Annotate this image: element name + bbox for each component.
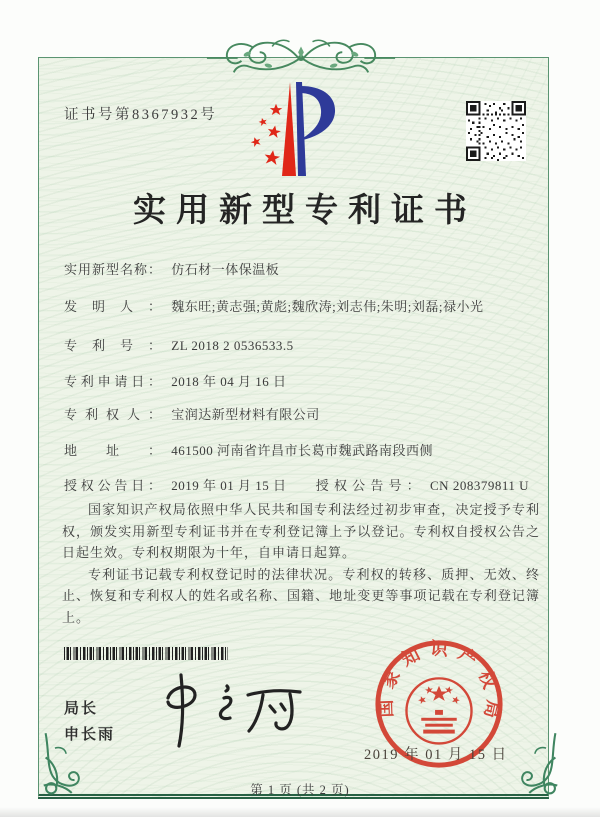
- barcode-icon: [64, 647, 228, 660]
- qr-code-icon: [466, 101, 526, 161]
- field-value: 2019 年 01 月 15 日: [171, 478, 287, 493]
- field-value: CN 208379811 U: [430, 478, 529, 493]
- field-patent-number: [64, 335, 294, 354]
- certificate-title: 实用新型专利证书: [133, 193, 477, 229]
- field-address: [64, 440, 433, 459]
- field-value: 魏东旺;黄志强;黄彪;魏欣涛;刘志伟;朱明;刘磊;禄小光: [171, 299, 484, 314]
- commissioner-name: 申长雨: [64, 727, 116, 743]
- field-label: 地址：: [64, 443, 161, 458]
- field-label: 授权公告日：: [64, 478, 161, 493]
- field-filing-date: [64, 371, 287, 390]
- field-value: ZL 2018 2 0536533.5: [171, 338, 294, 353]
- field-value: 宝润达新型材料有限公司: [171, 407, 320, 422]
- field-value: 2018 年 04 月 16 日: [171, 374, 287, 389]
- legal-paragraph-2: 专利证书记载专利权登记时的法律状况。专利权的转移、质押、无效、终止、恢复和专利权人的姓名或名称、国籍、地址变更等事项记载在专利登记簿上。: [62, 566, 540, 625]
- field-patentee: [64, 404, 320, 423]
- legal-text: [62, 499, 540, 628]
- certificate-number: 证书号第8367932号: [64, 107, 218, 123]
- seal-ring-text: 国家知识产权局: [375, 638, 504, 729]
- field-value: 461500 河南省许昌市长葛市魏武路南段西侧: [171, 443, 434, 458]
- issue-date: 2019 年 01 月 15 日: [364, 747, 508, 763]
- commissioner-title: 局长: [64, 701, 99, 717]
- field-utility-model-name: [64, 259, 279, 278]
- field-label: 授权公告号：: [315, 478, 420, 493]
- floral-flourish-top: [203, 33, 399, 81]
- legal-paragraph-1: 国家知识产权局依照中华人民共和国专利法经过初步审查，决定授予专利权，颁发实用新型专利证书并在专利登记簿上予以登记。专利权自授权公告之日起生效。专利权期限为十年，自申请日起算。: [62, 502, 540, 560]
- cnipa-logo-icon: [246, 80, 338, 182]
- field-inventors: [64, 296, 484, 315]
- field-value: 仿石材一体保温板: [171, 262, 280, 277]
- field-label: 专利申请日：: [64, 374, 161, 389]
- signature-icon: [132, 664, 310, 754]
- field-label: 专利号：: [64, 338, 161, 353]
- field-label: 专利权人：: [64, 407, 161, 422]
- page-number: 第 1 页 (共 2 页): [250, 783, 350, 797]
- field-grant-announcement: [64, 475, 529, 494]
- field-label: 发明人：: [64, 299, 161, 314]
- field-label: 实用新型名称：: [64, 262, 161, 277]
